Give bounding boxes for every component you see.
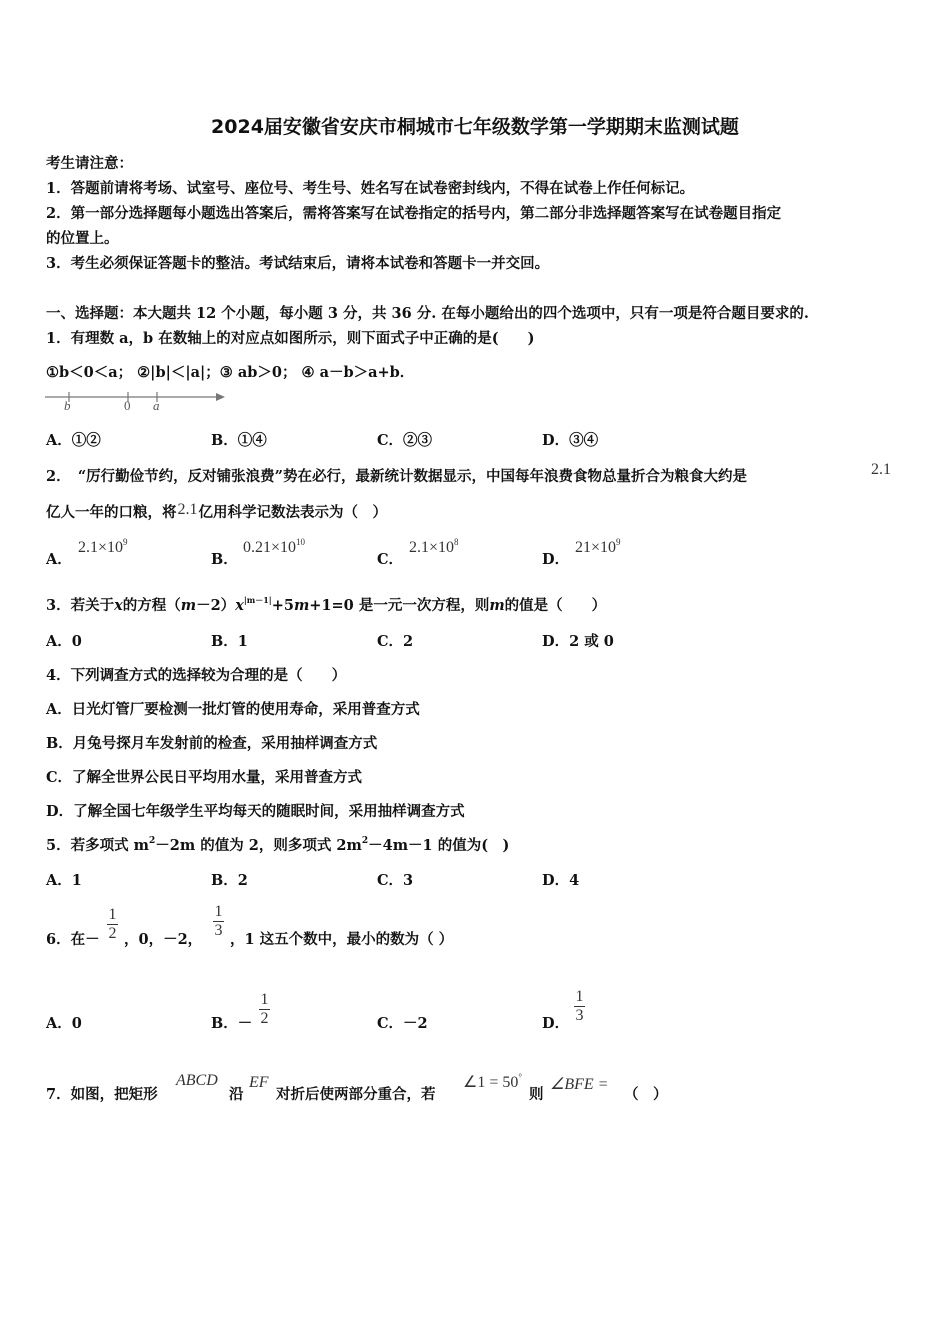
option-c[interactable]: C．3 bbox=[377, 872, 414, 889]
option-b[interactable]: B．2 bbox=[211, 872, 248, 889]
option-a[interactable]: A．0 bbox=[46, 633, 82, 650]
q5-stem: 5．若多项式 $m^2-2m$ 的值为 2，则多项式 $2m^2-4m-1$ 的值为( ) bbox=[46, 836, 510, 854]
option-b[interactable]: B．－ bbox=[211, 1015, 253, 1032]
axis-label-a: a bbox=[153, 398, 160, 413]
option-a[interactable]: A．日光灯管厂要检测一批灯管的使用寿命，采用普查方式 bbox=[46, 701, 420, 718]
notice-item: 的位置上。 bbox=[46, 230, 119, 247]
q1-conditions: ①b＜0＜a； ②|b|＜|a|；③ ab＞0； ④ a－b＞a+b． bbox=[46, 364, 415, 381]
q7-rect-abcd: ABCD bbox=[176, 1072, 218, 1089]
q2-number-inline: 2.1 bbox=[177, 501, 198, 518]
q6-stem-part1: 6．在－ bbox=[46, 931, 100, 948]
option-b[interactable]: B． bbox=[211, 551, 238, 568]
option-d-fraction: 1 3 bbox=[575, 988, 584, 1024]
q7-angle-bfe: ∠BFE = bbox=[550, 1076, 609, 1093]
option-d-value: $21\times 10^9$ bbox=[575, 537, 621, 556]
option-d[interactable]: D．4 bbox=[542, 872, 580, 889]
number-line-figure bbox=[44, 388, 229, 414]
axis-label-b: b bbox=[64, 398, 71, 413]
option-c[interactable]: C． bbox=[377, 551, 404, 568]
option-d[interactable]: D．2 或 0 bbox=[542, 633, 614, 650]
notice-item: 3．考生必须保证答题卡的整洁。考试结束后，请将本试卷和答题卡一并交回。 bbox=[46, 255, 550, 272]
option-b[interactable]: B．①④ bbox=[211, 432, 267, 449]
fraction-one-third: 1 3 bbox=[214, 903, 223, 939]
option-c[interactable]: C．了解全世界公民日平均用水量，采用普查方式 bbox=[46, 769, 363, 786]
q2-stem-line2: 亿人一年的口粮，将2.1亿用科学记数法表示为（ ） bbox=[46, 501, 387, 521]
q7-stem-part2: 沿 bbox=[229, 1086, 244, 1103]
q7-angle1: ∠1 = 50° bbox=[463, 1072, 522, 1091]
notice-item: 1．答题前请将考场、试室号、座位号、考生号、姓名写在试卷密封线内，不得在试卷上作任何标记。 bbox=[46, 180, 695, 197]
section-heading: 一、选择题：本大题共 12 个小题，每小题 3 分，共 36 分. 在每小题给出的四个选项中，只有一项是符合题目要求的. bbox=[46, 305, 809, 322]
option-d[interactable]: D． bbox=[542, 551, 570, 568]
option-b[interactable]: B．1 bbox=[211, 633, 248, 650]
q6-stem-part2: ，0，－2， bbox=[124, 931, 203, 948]
option-c[interactable]: C．2 bbox=[377, 633, 414, 650]
q4-stem: 4．下列调查方式的选择较为合理的是（ ） bbox=[46, 667, 347, 684]
axis-label-0: 0 bbox=[124, 398, 131, 413]
option-c[interactable]: C．②③ bbox=[377, 432, 433, 449]
option-d[interactable]: D．③④ bbox=[542, 432, 599, 449]
option-b-value: $0.21\times 10^{10}$ bbox=[243, 537, 306, 556]
option-a[interactable]: A．0 bbox=[46, 1015, 82, 1032]
option-b-fraction: 1 2 bbox=[260, 991, 269, 1027]
page-title: 2024届安徽省安庆市桐城市七年级数学第一学期期末监测试题 bbox=[211, 116, 739, 138]
option-d[interactable]: D． bbox=[542, 1015, 570, 1032]
option-d[interactable]: D．了解全国七年级学生平均每天的随眠时间，采用抽样调查方式 bbox=[46, 803, 465, 820]
q7-stem-part5: （ ） bbox=[624, 1086, 668, 1103]
option-a-value: $2.1\times 10^9$ bbox=[78, 537, 128, 556]
option-a[interactable]: A． bbox=[46, 551, 72, 568]
q7-stem-part1: 7．如图，把矩形 bbox=[46, 1086, 158, 1103]
option-c-value: $2.1\times 10^8$ bbox=[409, 537, 459, 556]
q7-segment-ef: EF bbox=[249, 1074, 269, 1091]
option-a[interactable]: A．1 bbox=[46, 872, 82, 889]
q2-number: 2.1 bbox=[871, 461, 891, 478]
number-line-arrow bbox=[216, 393, 225, 401]
notice-heading: 考生请注意： bbox=[46, 155, 133, 172]
q6-stem-part3: ，1 这五个数中，最小的数为（ ） bbox=[230, 931, 454, 948]
q3-stem: 3．若关于x的方程$(m-2)x^{|m-1|}+5m+1=0$ 是一元一次方程，则m的值是（ ） bbox=[46, 595, 607, 614]
option-a[interactable]: A．①② bbox=[46, 432, 101, 449]
option-b[interactable]: B．月兔号探月车发射前的检查，采用抽样调查方式 bbox=[46, 735, 378, 752]
q1-stem: 1．有理数 a，b 在数轴上的对应点如图所示，则下面式子中正确的是( ) bbox=[46, 330, 535, 347]
q7-stem-part4: 则 bbox=[529, 1086, 544, 1103]
q7-stem-part3: 对折后使两部分重合，若 bbox=[276, 1086, 436, 1103]
notice-item: 2．第一部分选择题每小题选出答案后，需将答案写在试卷指定的括号内，第二部分非选择题答案写在试卷题目指定 bbox=[46, 205, 782, 222]
q2-stem-line1: 2． “厉行勤俭节约，反对铺张浪费”势在必行，最新统计数据显示，中国每年浪费食物总量折合为粮食大约是 bbox=[46, 468, 748, 485]
option-c[interactable]: C．－2 bbox=[377, 1015, 428, 1032]
fraction-one-half: 1 2 bbox=[108, 906, 117, 942]
